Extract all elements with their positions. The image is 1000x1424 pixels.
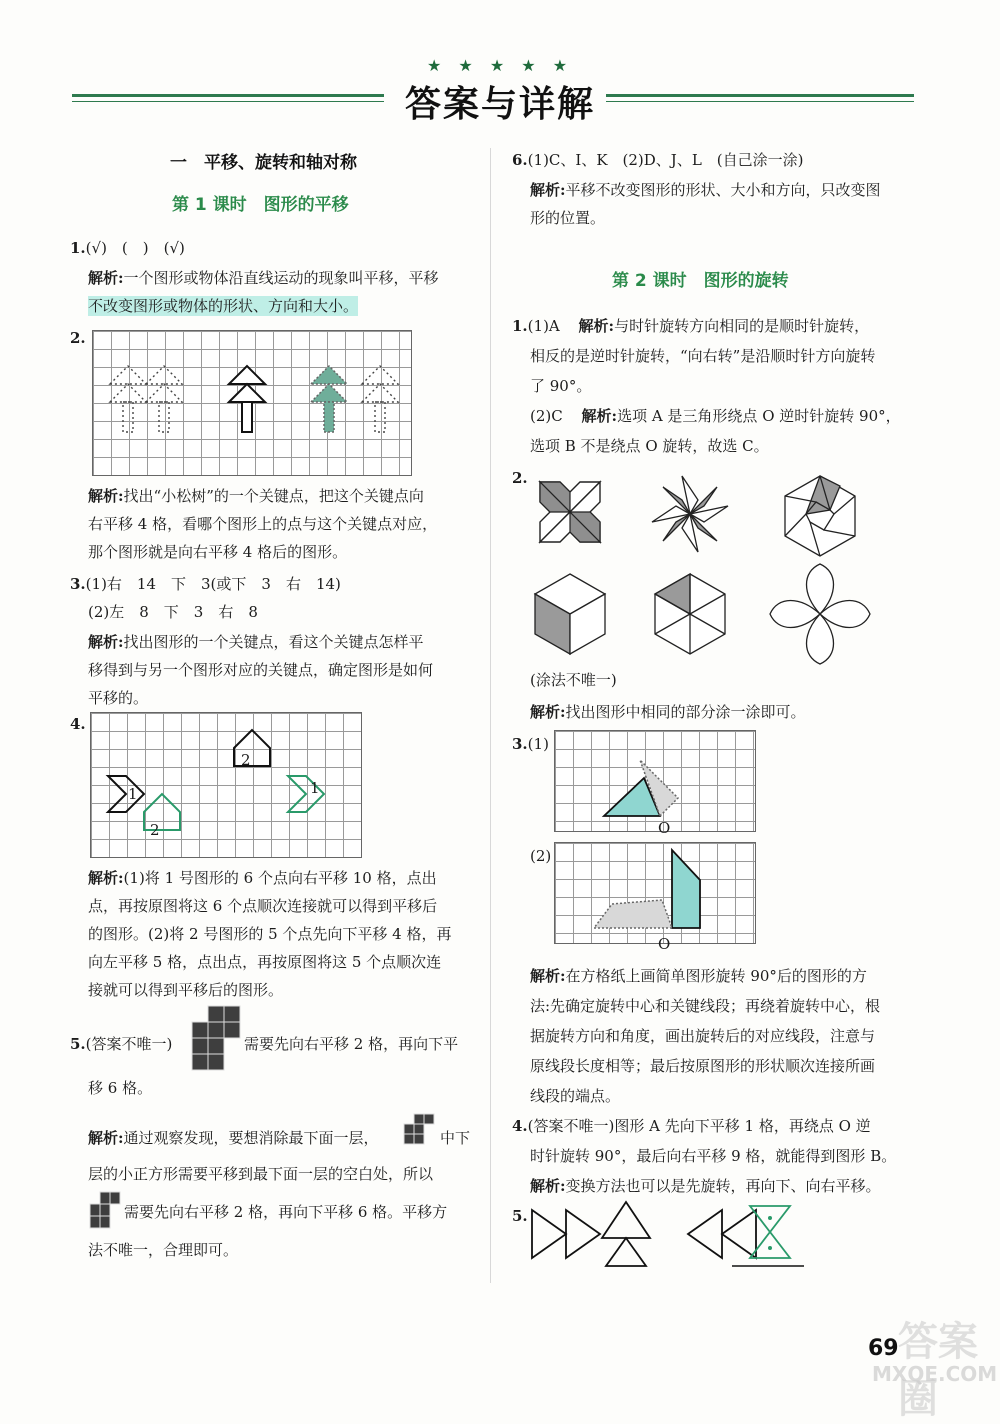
lesson-1-heading: 第 1 课时 图形的平移 xyxy=(172,195,349,215)
r3-explanation-line-1 xyxy=(530,966,867,986)
explain-label: 解析: xyxy=(88,269,124,287)
explain-label: 解析: xyxy=(581,407,618,425)
r2-number: 2. xyxy=(512,469,528,487)
explain-label: 解析: xyxy=(530,703,566,721)
q2-explanation-line-1 xyxy=(88,486,424,506)
explain-label: 解析: xyxy=(88,633,124,651)
q3-answer-line-2: (2)左 8 下 3 右 8 xyxy=(88,603,258,621)
q1-answer: (√) ( ) (√) xyxy=(85,239,185,257)
q2-trees xyxy=(92,330,410,474)
explain-text: 通过观察发现，要想消除最下面一层， xyxy=(123,1129,379,1147)
r3-explanation-line-3: 据旋转方向和角度，画出旋转后的对应线段，注意与 xyxy=(530,1027,876,1045)
q5-answer-pre: (答案不唯一) xyxy=(85,1035,173,1053)
explain-label: 解析: xyxy=(88,869,124,887)
chapter-heading: 一 平移、旋转和轴对称 xyxy=(170,153,357,173)
r3-part-1 xyxy=(512,734,549,754)
q3-explanation-line-2: 移得到与另一个图形对应的关键点，确定图形是如何 xyxy=(88,661,434,679)
page-title: 答案与详解 xyxy=(404,84,595,125)
q5-explanation-line-3: 需要先向右平移 2 格，再向下平移 6 格。平移方 xyxy=(124,1203,448,1221)
explain-label: 解析: xyxy=(530,967,566,985)
r1-line-5: 选项 B 不是绕点 O 旋转，故选 C。 xyxy=(530,437,769,455)
explain-text: 找出图形中相同的部分涂一涂即可。 xyxy=(565,703,806,721)
q1-explanation-line-1 xyxy=(88,268,439,288)
q3-answer-line-1 xyxy=(70,574,341,594)
q5-block-large xyxy=(192,1006,240,1070)
q4-explanation-line-4: 向左平移 5 格，点出点，再按原图将这 5 个点顺次连 xyxy=(88,953,442,971)
explain-label: 解析: xyxy=(88,1129,124,1147)
q5-answer-post: 需要先向右平移 2 格，再向下平 xyxy=(244,1035,459,1053)
q5-block-small-2 xyxy=(90,1192,120,1228)
q6-answer xyxy=(512,150,803,170)
r3-rotation-2 xyxy=(554,842,754,942)
r1-line-4 xyxy=(530,406,901,426)
explain-text: (1)将 1 号图形的 6 个点向右平移 10 格，点出 xyxy=(123,869,437,887)
q3-explanation-line-1 xyxy=(88,632,424,652)
page-number: 69 xyxy=(868,1336,899,1361)
q6-explanation-line-1 xyxy=(530,180,881,200)
header-rule-right xyxy=(606,94,914,97)
r3-o-label-1: O xyxy=(658,819,671,837)
q4-label-2-moved: 2 xyxy=(150,821,160,839)
r1-number: 1. xyxy=(512,317,528,335)
q2-explanation-line-2: 右平移 4 格，看哪个图形上的点与这个关键点对应， xyxy=(88,515,438,533)
explain-label: 解析: xyxy=(88,487,124,505)
explain-text: 一个图形或物体沿直线运动的现象叫平移，平移 xyxy=(123,269,439,287)
explain-text: 找出“小松树”的一个关键点，把这个关键点向 xyxy=(123,487,424,505)
r2-note: (涂法不唯一) xyxy=(530,671,617,689)
header-stars: ★ ★ ★ ★ ★ xyxy=(426,56,574,75)
q4-explanation-line-5: 接就可以得到平移后的图形。 xyxy=(88,981,284,999)
r5-triangles xyxy=(528,1198,818,1278)
r1-answer-2: (2)C xyxy=(530,407,563,425)
q4-number: 4. xyxy=(70,715,86,733)
r3-part-1-label: (1) xyxy=(527,735,549,753)
r3-o-label-2: O xyxy=(658,935,671,953)
explain-label: 解析: xyxy=(578,317,615,335)
r3-explanation-line-2: 法:先确定旋转中心和关键线段；再绕着旋转中心，根 xyxy=(530,997,881,1015)
r4-answer-line-1 xyxy=(512,1116,871,1136)
explain-label: 解析: xyxy=(530,1177,566,1195)
q3-number: 3. xyxy=(70,575,86,593)
r1-line-3: 了 90°。 xyxy=(530,377,592,395)
r4-explanation xyxy=(530,1176,881,1196)
q6-explanation-line-2: 形的位置。 xyxy=(530,209,606,227)
explain-text: 变换方法也可以是先旋转，再向下、向右平移。 xyxy=(565,1177,881,1195)
q4-explanation-line-3: 的图形。(2)将 2 号图形的 5 个点先向下平移 4 格，再 xyxy=(88,925,452,943)
r1-answer-1: (1)A xyxy=(527,317,560,335)
explain-text: 找出图形的一个关键点，看这个关键点怎样平 xyxy=(123,633,424,651)
r1-line-1 xyxy=(512,316,869,336)
r4-answer-line-2: 时针旋转 90°，最后向右平移 9 格，就能得到图形 B。 xyxy=(530,1147,897,1165)
q4-label-1: 1 xyxy=(128,785,138,803)
r2-figures xyxy=(530,472,880,662)
q5-block-small xyxy=(404,1114,434,1146)
q6-answer-text: (1)C、I、K (2)D、J、L (自己涂一涂) xyxy=(527,151,804,169)
r2-explanation xyxy=(530,702,806,722)
q5-answer-line-1 xyxy=(70,1034,172,1054)
q3-answer-1: (1)右 14 下 3(或下 3 右 14) xyxy=(85,575,341,593)
q4-label-1-moved: 1 xyxy=(310,779,320,797)
r3-rotation-1 xyxy=(554,730,754,830)
q1-number: 1. xyxy=(70,239,86,257)
explain-text: 平移不改变图形的形状、大小和方向，只改变图 xyxy=(565,181,881,199)
q4-explanation-line-1 xyxy=(88,868,437,888)
q5-explanation-line-2: 层的小正方形需要平移到最下面一层的空白处，所以 xyxy=(88,1165,434,1183)
r3-number: 3. xyxy=(512,735,528,753)
q5-number: 5. xyxy=(70,1035,86,1053)
r4-answer-1: (答案不唯一)图形 A 先向下平移 1 格，再绕点 O 逆 xyxy=(527,1117,871,1135)
q5-answer-line-2: 移 6 格。 xyxy=(88,1079,153,1097)
r4-number: 4. xyxy=(512,1117,528,1135)
explain-text: 选项 A 是三角形绕点 O 逆时针旋转 90°， xyxy=(617,407,901,425)
explain-text: 在方格纸上画简单图形旋转 90°后的图形的方 xyxy=(565,967,867,985)
explain-label: 解析: xyxy=(530,181,566,199)
r1-line-2: 相反的是逆时针旋转，“向右转”是沿顺时针方向旋转 xyxy=(530,347,876,365)
q4-explanation-line-2: 点，再按原图将这 6 个点顺次连接就可以得到平移后 xyxy=(88,897,438,915)
q5-explanation-1b: 中下 xyxy=(440,1129,471,1147)
header-rule-left xyxy=(72,94,384,97)
header-rule-left-thin xyxy=(72,101,384,102)
r3-part-2: (2) xyxy=(530,847,552,865)
q4-label-2: 2 xyxy=(241,751,251,769)
q2-number: 2. xyxy=(70,329,86,347)
explain-text: 与时针旋转方向相同的是顺时针旋转， xyxy=(614,317,870,335)
q1 xyxy=(70,238,185,258)
watermark-logo: 答案圈 xyxy=(898,1319,978,1422)
r3-explanation-line-5: 线段的端点。 xyxy=(530,1087,621,1105)
q3-explanation-line-3: 平移的。 xyxy=(88,689,149,707)
column-divider xyxy=(490,148,491,1283)
r5-number: 5. xyxy=(512,1207,528,1225)
q6-number: 6. xyxy=(512,151,528,169)
q1-explanation-line-2: 不改变图形或物体的形状、方向和大小。 xyxy=(88,297,359,315)
header-rule-right-thin xyxy=(606,101,914,102)
watermark-url: MXQE.COM xyxy=(872,1362,998,1386)
q2-explanation-line-3: 那个图形就是向右平移 4 格后的图形。 xyxy=(88,543,348,561)
r3-explanation-line-4: 原线段长度相等；最后按原图形的形状顺次连接所画 xyxy=(530,1057,876,1075)
q5-explanation-line-4: 法不唯一，合理即可。 xyxy=(88,1241,239,1259)
q5-explanation-line-1 xyxy=(88,1128,379,1148)
lesson-2-heading: 第 2 课时 图形的旋转 xyxy=(612,271,789,291)
